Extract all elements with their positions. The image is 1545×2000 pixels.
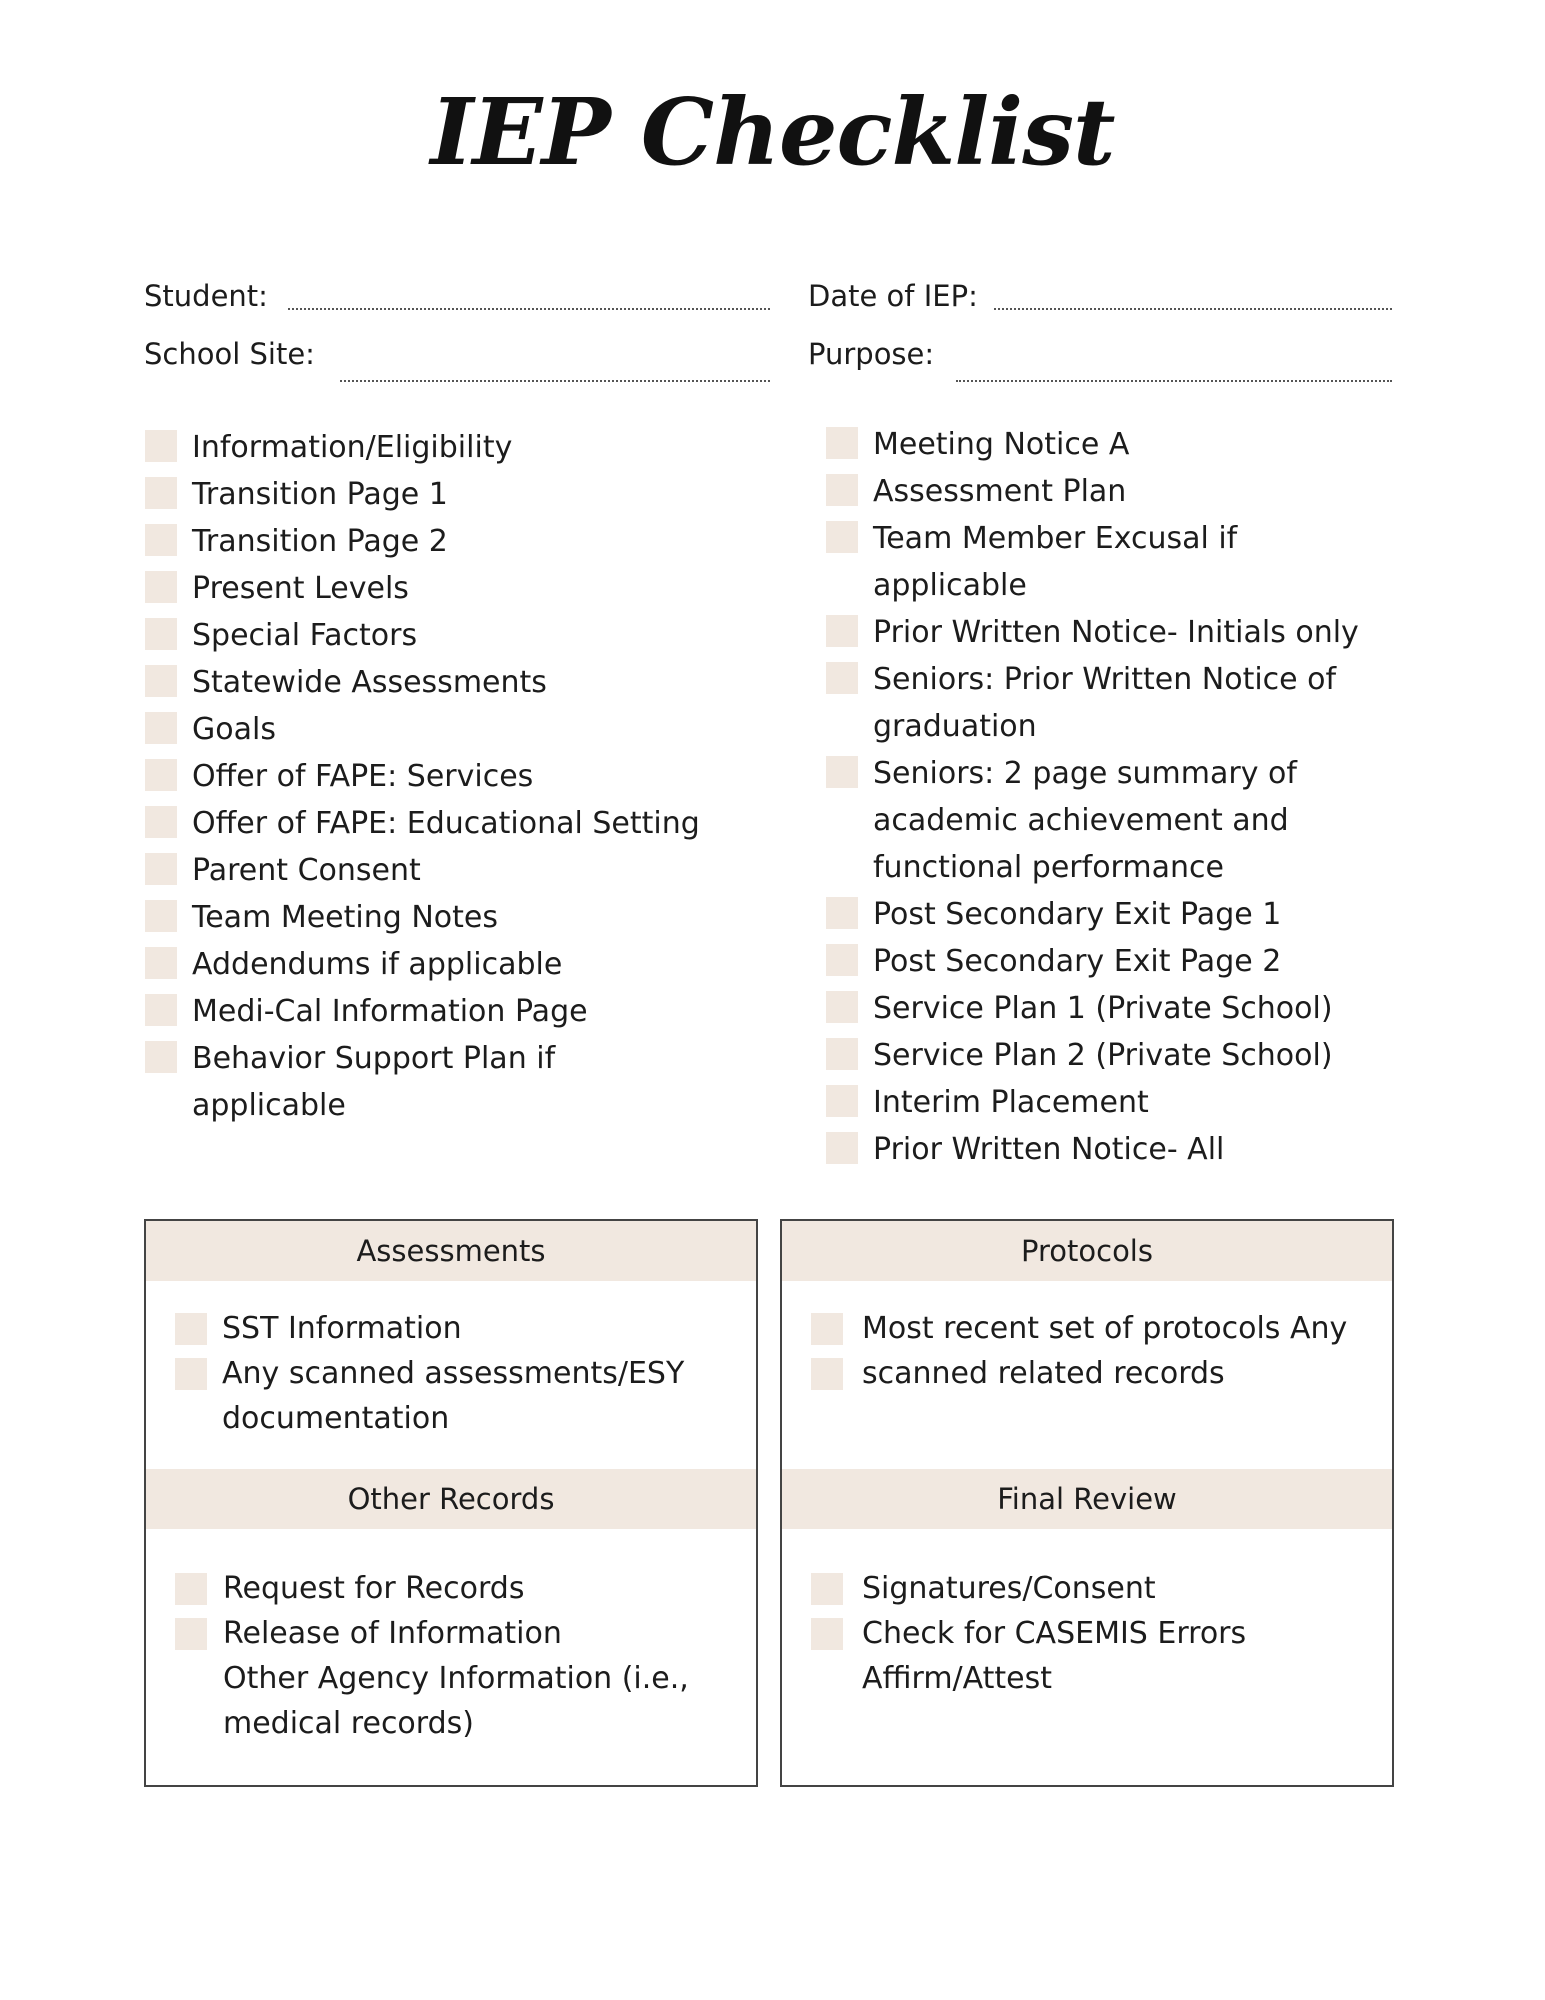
protocols-header: Protocols: [782, 1221, 1392, 1281]
checklist-item-label: [192, 1035, 555, 1129]
checklist-item-label: [873, 891, 1281, 938]
checkbox[interactable]: [826, 474, 858, 506]
checklist-item-label: [873, 1079, 1149, 1126]
checklist-item-line: Team Member Excusal if: [873, 521, 1238, 556]
checklist-item-line: Special Factors: [192, 618, 418, 653]
checkbox[interactable]: [826, 615, 858, 647]
checklist-item-line: Statewide Assessments: [192, 665, 547, 700]
checklist-item-label: [192, 518, 448, 565]
scanned-records-checkbox[interactable]: [811, 1358, 843, 1390]
sst-information-checkbox[interactable]: [175, 1313, 207, 1345]
final-review-line: Affirm/Attest: [862, 1661, 1053, 1696]
checkbox[interactable]: [145, 571, 177, 603]
checklist-item-label: [873, 1126, 1224, 1173]
assessments-line: Any scanned assessments/ESY: [222, 1356, 685, 1391]
page-title: IEP Checklist: [430, 78, 1115, 186]
checklist-item-label: [873, 1032, 1333, 1079]
checklist-item-line: Present Levels: [192, 571, 409, 606]
purpose-field[interactable]: [956, 380, 1392, 382]
checkbox[interactable]: [826, 1085, 858, 1117]
checklist-item-label: [192, 800, 700, 847]
checkbox[interactable]: [145, 806, 177, 838]
checklist-item-line: functional performance: [873, 850, 1224, 885]
checklist-item-line: Post Secondary Exit Page 2: [873, 944, 1282, 979]
checklist-item-label: [192, 894, 498, 941]
checklist-item-line: Medi-Cal Information Page: [192, 994, 588, 1029]
checklist-item-line: Seniors: Prior Written Notice of: [873, 662, 1337, 697]
checkbox[interactable]: [145, 524, 177, 556]
checklist-item-line: applicable: [873, 568, 1027, 603]
checklist-item-line: Prior Written Notice- All: [873, 1132, 1225, 1167]
casemis-errors-checkbox[interactable]: [811, 1618, 843, 1650]
protocols-panel: [780, 1219, 1394, 1787]
checklist-item-line: Offer of FAPE: Services: [192, 759, 534, 794]
checklist-item-label: [873, 609, 1359, 656]
scanned-assessments-checkbox[interactable]: [175, 1358, 207, 1390]
checklist-item-label: [192, 847, 421, 894]
checklist-item-line: Parent Consent: [192, 853, 421, 888]
checklist-item-line: Transition Page 1: [192, 477, 448, 512]
final-review-line: Check for CASEMIS Errors: [862, 1616, 1247, 1651]
checklist-item-label: [873, 985, 1333, 1032]
other-records-header: Other Records: [146, 1469, 756, 1529]
checklist-item-label: [873, 938, 1281, 985]
other-records-line: Request for Records: [223, 1571, 525, 1606]
release-of-information-checkbox[interactable]: [175, 1618, 207, 1650]
assessments-line: documentation: [222, 1401, 450, 1436]
recent-protocols-checkbox[interactable]: [811, 1313, 843, 1345]
final-review-line: Signatures/Consent: [862, 1571, 1156, 1606]
checklist-item-line: Addendums if applicable: [192, 947, 563, 982]
checkbox[interactable]: [826, 662, 858, 694]
checkbox[interactable]: [826, 521, 858, 553]
checkbox[interactable]: [145, 853, 177, 885]
other-records-line: Other Agency Information (i.e.,: [223, 1661, 689, 1696]
school-site-label: School Site:: [144, 337, 315, 371]
checklist-item-line: Seniors: 2 page summary of: [873, 756, 1297, 791]
checkbox[interactable]: [145, 759, 177, 791]
checkbox[interactable]: [145, 665, 177, 697]
checkbox[interactable]: [145, 477, 177, 509]
checkbox[interactable]: [826, 944, 858, 976]
checklist-item-line: Meeting Notice A: [873, 427, 1130, 462]
checklist-item-line: Behavior Support Plan if: [192, 1041, 556, 1076]
checkbox[interactable]: [826, 756, 858, 788]
date-of-iep-label: Date of IEP:: [808, 279, 978, 313]
checklist-item-line: Transition Page 2: [192, 524, 448, 559]
student-label: Student:: [144, 279, 268, 313]
checklist-item-label: [192, 941, 562, 988]
right-checklist: [826, 421, 1406, 1181]
purpose-label: Purpose:: [808, 337, 935, 371]
checkbox[interactable]: [145, 900, 177, 932]
checkbox[interactable]: [826, 991, 858, 1023]
signatures-consent-checkbox[interactable]: [811, 1573, 843, 1605]
date-of-iep-field[interactable]: [994, 308, 1392, 310]
checklist-item-line: academic achievement and: [873, 803, 1289, 838]
checkbox[interactable]: [145, 430, 177, 462]
checkbox[interactable]: [145, 994, 177, 1026]
assessments-line: SST Information: [222, 1311, 462, 1346]
left-checklist: [145, 424, 805, 1144]
other-records-line: Release of Information: [223, 1616, 562, 1651]
checklist-item-label: [873, 468, 1126, 515]
checklist-item-label: [873, 656, 1336, 750]
student-field[interactable]: [288, 308, 770, 310]
checklist-item-line: Offer of FAPE: Educational Setting: [192, 806, 700, 841]
checklist-item-label: [192, 753, 533, 800]
school-site-field[interactable]: [340, 380, 770, 382]
checkbox[interactable]: [145, 947, 177, 979]
checkbox[interactable]: [145, 1041, 177, 1073]
checklist-item-label: [192, 659, 547, 706]
checklist-item-line: Prior Written Notice- Initials only: [873, 615, 1359, 650]
checklist-item-label: [192, 424, 512, 471]
checklist-item-line: Service Plan 1 (Private School): [873, 991, 1333, 1026]
checklist-item-line: Interim Placement: [873, 1085, 1149, 1120]
checklist-item-line: Service Plan 2 (Private School): [873, 1038, 1333, 1073]
checklist-item-line: Goals: [192, 712, 276, 747]
checkbox[interactable]: [826, 1038, 858, 1070]
checklist-item-line: Information/Eligibility: [192, 430, 513, 465]
checklist-item-label: [192, 612, 417, 659]
checklist-item-line: graduation: [873, 709, 1037, 744]
request-for-records-checkbox[interactable]: [175, 1573, 207, 1605]
checkbox[interactable]: [826, 427, 858, 459]
checklist-item-label: [873, 750, 1297, 891]
checkbox[interactable]: [826, 1132, 858, 1164]
checklist-item-line: Team Meeting Notes: [192, 900, 498, 935]
protocols-line: Most recent set of protocols Any: [862, 1311, 1348, 1346]
assessments-panel: [144, 1219, 758, 1787]
assessments-header: Assessments: [146, 1221, 756, 1281]
other-records-line: medical records): [223, 1706, 474, 1741]
checklist-item-line: Assessment Plan: [873, 474, 1127, 509]
protocols-line: scanned related records: [862, 1356, 1225, 1391]
checklist-item-label: [192, 565, 409, 612]
checklist-item-label: [192, 471, 448, 518]
checklist-item-label: [192, 988, 588, 1035]
checkbox[interactable]: [826, 897, 858, 929]
checklist-item-label: [192, 706, 276, 753]
checklist-item-label: [873, 421, 1129, 468]
checklist-item-line: Post Secondary Exit Page 1: [873, 897, 1282, 932]
checklist-item-line: applicable: [192, 1088, 346, 1123]
checkbox[interactable]: [145, 712, 177, 744]
checkbox[interactable]: [145, 618, 177, 650]
final-review-header: Final Review: [782, 1469, 1392, 1529]
checklist-item-label: [873, 515, 1237, 609]
